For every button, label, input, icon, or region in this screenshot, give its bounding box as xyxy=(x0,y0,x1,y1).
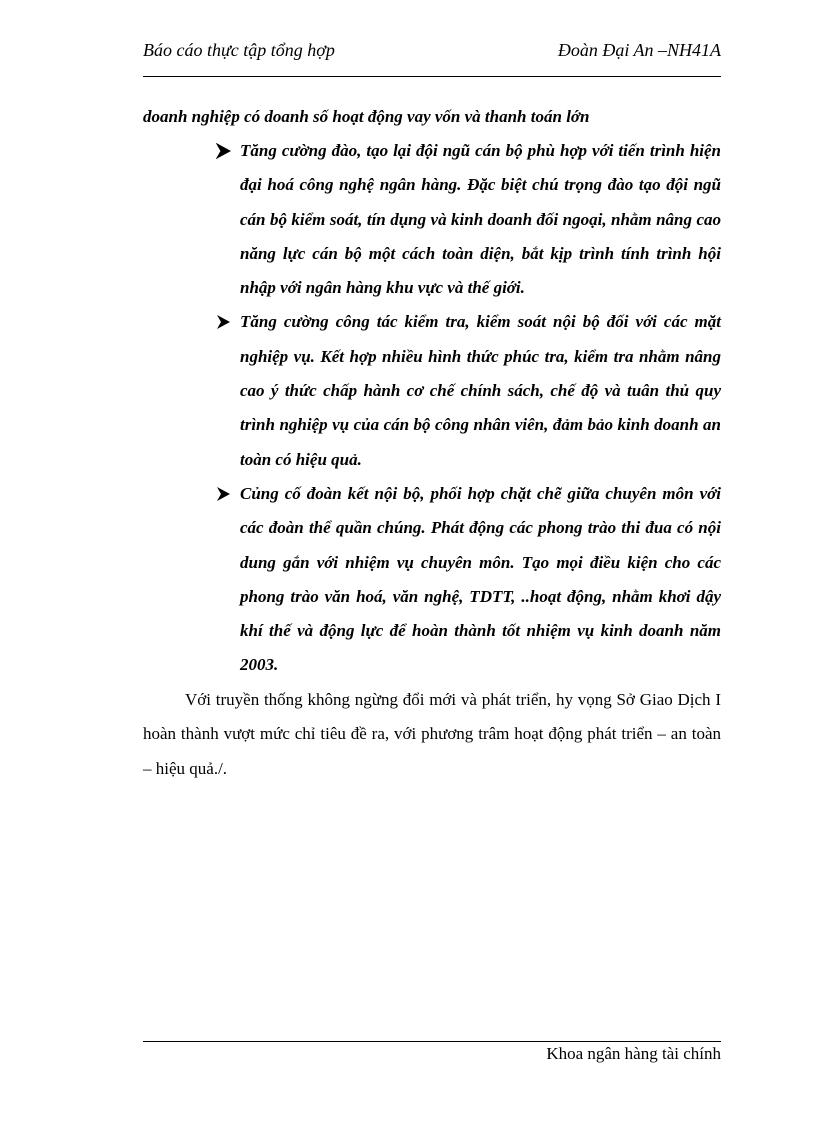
arrowhead-bullet-icon xyxy=(215,314,231,330)
bullet-item xyxy=(143,305,721,476)
header-author: Đoàn Đại An –NH41A xyxy=(557,40,721,60)
header-divider xyxy=(143,76,721,77)
page-footer: Khoa ngân hàng tài chính xyxy=(546,1044,721,1063)
header-report-title: Báo cáo thực tập tổng hợp xyxy=(143,40,335,60)
closing-paragraph: Với truyền thống không ngừng đổi mới và phát triển, hy vọng Sở Giao Dịch I hoàn thành vượt mức chỉ tiêu đề ra, với phương trâm hoạt động phát triển – an toàn – hiệu quả./. xyxy=(143,689,721,778)
bullet-list xyxy=(143,134,721,683)
bullet-text: Củng cố đoàn kết nội bộ, phối hợp chặt chẽ giữa chuyên môn với các đoàn thể quần chúng. Phát động các phong trào thi đua có nội dung gắn với nhiệm vụ chuyên môn. Tạo mọi điều kiện cho các phong trào văn hoá, văn nghệ, TDTT, ..hoạt động, nhằm khơi dậy khí thế và động lực để hoàn thành tốt nhiệm vụ kinh doanh năm 2003. xyxy=(240,483,721,675)
arrowhead-bullet-icon xyxy=(215,143,231,159)
bullet-text: Tăng cường công tác kiểm tra, kiểm soát nội bộ đối với các mặt nghiệp vụ. Kết hợp nhiều hình thức phúc tra, kiểm tra nhằm nâng cao ý thức chấp hành cơ chế chính sách, chế độ và tuân thủ quy trình nghiệp vụ của cán bộ công nhân viên, đảm bảo kinh doanh an toàn có hiệu quả. xyxy=(240,312,721,469)
intro-line: doanh nghiệp có doanh số hoạt động vay vốn và thanh toán lớn xyxy=(143,107,590,126)
page-body xyxy=(143,100,721,786)
bullet-item xyxy=(143,134,721,305)
bullet-text: Tăng cường đào, tạo lại đội ngũ cán bộ phù hợp với tiến trình hiện đại hoá công nghệ ngân hàng. Đặc biệt chú trọng đào tạo đội ngũ cán bộ kiểm soát, tín dụng và kinh doanh đối ngoại, nhằm nâng cao năng lực cán bộ một cách toàn diện, bắt kịp trình tính trình hội nhập với ngân hàng khu vực và thế giới. xyxy=(240,141,721,298)
page-header xyxy=(143,40,721,66)
arrowhead-bullet-icon xyxy=(215,486,231,502)
footer-divider xyxy=(143,1041,721,1042)
bullet-item xyxy=(143,477,721,683)
